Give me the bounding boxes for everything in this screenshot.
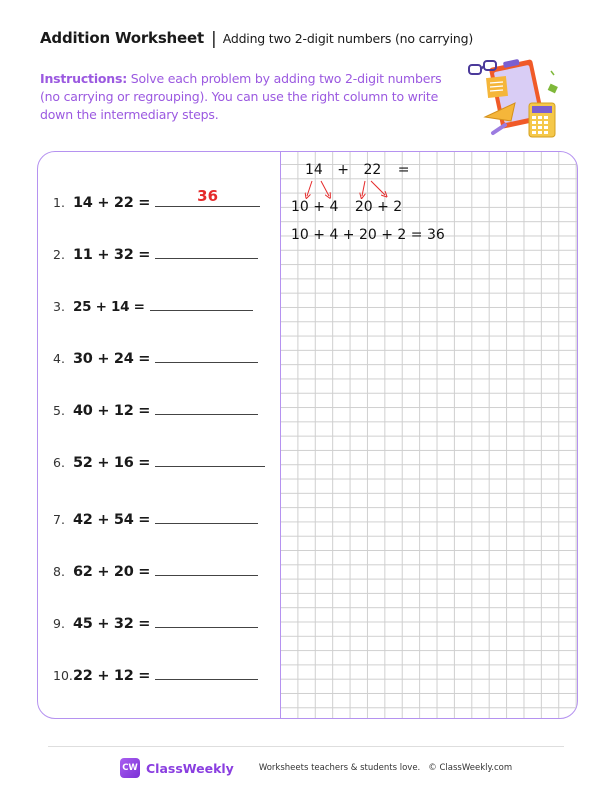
work-plus: +	[337, 162, 350, 178]
answer-field[interactable]	[155, 611, 258, 628]
answer-field[interactable]	[155, 242, 258, 259]
worksheet-title: Addition Worksheet	[40, 29, 204, 47]
footer-divider	[48, 746, 564, 747]
work-split-a: 10 + 4	[291, 199, 339, 215]
answer-field[interactable]	[155, 559, 258, 576]
problem-expression: 30 + 24 =	[73, 351, 151, 367]
problem-10	[53, 663, 258, 684]
title-separator: |	[210, 29, 217, 49]
work-line-2	[291, 199, 402, 215]
work-addend-a: 14	[305, 162, 323, 178]
brand-name: ClassWeekly	[146, 760, 234, 776]
answer-field[interactable]	[155, 346, 258, 363]
problem-8	[53, 559, 258, 580]
problem-number: 8.	[53, 564, 65, 579]
problems-column	[38, 152, 280, 718]
instructions	[40, 70, 460, 124]
problem-number: 3.	[53, 299, 65, 314]
problem-expression: 14 + 22 =	[73, 195, 151, 211]
problem-expression: 40 + 12 =	[73, 403, 151, 419]
problem-number: 1.	[53, 195, 65, 210]
problem-number: 7.	[53, 512, 65, 527]
instructions-text: Solve each problem by adding two 2-digit numbers (no carrying or regrouping). You can use the right column to write down the intermediary steps.	[40, 71, 442, 122]
problem-3	[53, 294, 253, 315]
page-header	[40, 28, 473, 48]
work-split-b: 20 + 2	[354, 199, 403, 215]
answer-field[interactable]	[155, 187, 260, 207]
school-supplies-illustration-icon	[465, 55, 565, 145]
work-equals: =	[397, 162, 410, 178]
problem-number: 5.	[53, 403, 65, 418]
problem-expression: 22 + 12 =	[73, 668, 151, 684]
answer-field[interactable]	[155, 398, 258, 415]
footer-tagline: Worksheets teachers & students love.	[258, 763, 421, 773]
answer-field[interactable]	[155, 507, 258, 524]
problem-expression: 42 + 54 =	[73, 512, 151, 528]
problem-number: 4.	[53, 351, 65, 366]
instructions-label: Instructions:	[40, 71, 128, 86]
problem-expression: 45 + 32 =	[73, 616, 151, 632]
answer-field[interactable]	[150, 294, 253, 311]
scratch-grid[interactable]	[280, 152, 577, 718]
work-line-3: 10 + 4 + 20 + 2 = 36	[291, 227, 445, 243]
work-addend-b: 22	[363, 162, 382, 178]
problem-number: 10.	[53, 668, 73, 683]
classweekly-logo-icon: CW	[120, 758, 140, 778]
problem-expression: 52 + 16 =	[73, 455, 151, 471]
problem-expression: 25 + 14 =	[73, 299, 145, 315]
worksheet-subtitle: Adding two 2-digit numbers (no carrying)	[222, 31, 473, 46]
problem-number: 6.	[53, 455, 65, 470]
problem-2	[53, 242, 258, 263]
problem-expression: 62 + 20 =	[73, 564, 151, 580]
decomposition-arrows-icon	[281, 152, 421, 202]
problem-7	[53, 507, 258, 528]
problem-6	[53, 450, 265, 471]
problem-1	[53, 187, 260, 211]
answer-field[interactable]	[155, 450, 265, 467]
problem-5	[53, 398, 258, 419]
answer-value: 36	[197, 187, 219, 205]
problem-4	[53, 346, 258, 367]
problem-9	[53, 611, 258, 632]
problem-number: 9.	[53, 616, 65, 631]
problem-number: 2.	[53, 247, 65, 262]
answer-field[interactable]	[155, 663, 258, 680]
footer-copyright: © ClassWeekly.com	[428, 763, 513, 773]
page-footer	[120, 758, 512, 778]
worksheet-panel	[37, 151, 578, 719]
problem-expression: 11 + 32 =	[73, 247, 151, 263]
